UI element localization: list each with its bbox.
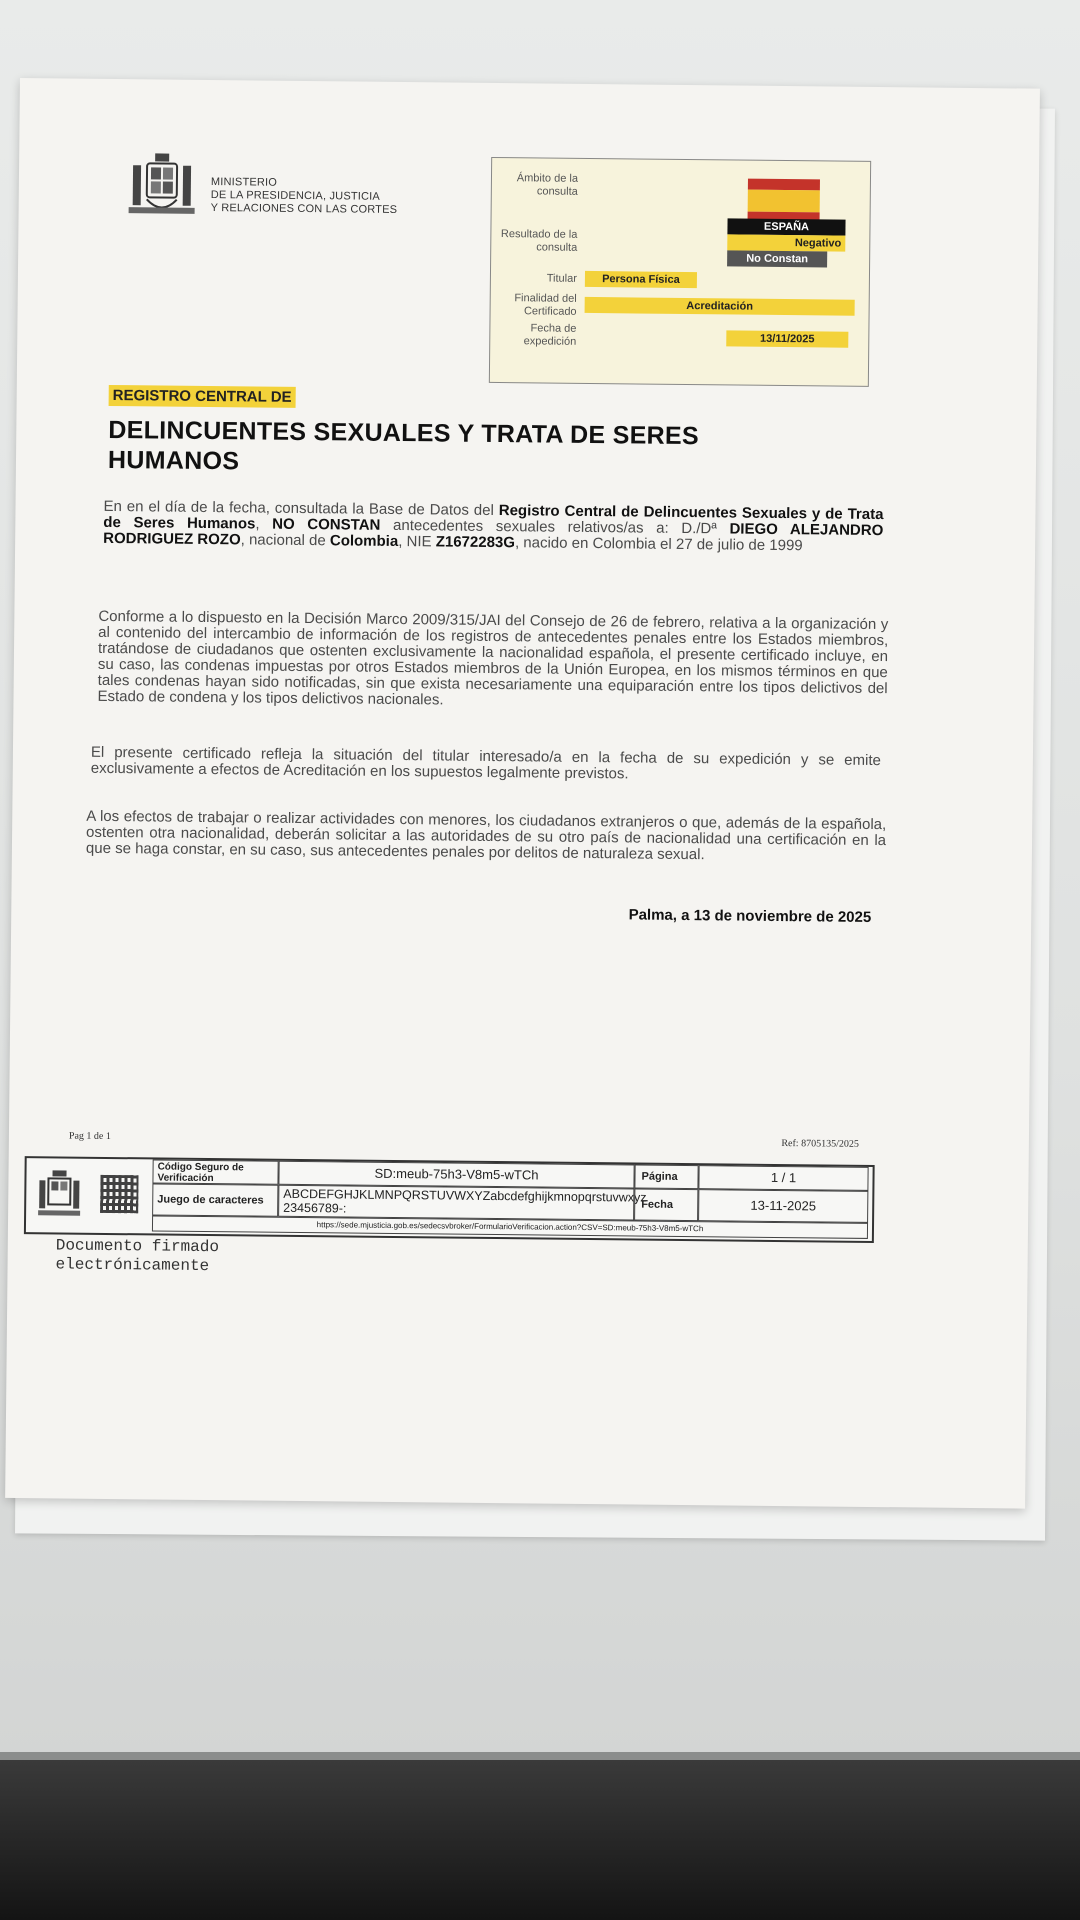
- foreigners-paragraph: A los efectos de trabajar o realizar actividades con menores, los ciudadanos extranjeros o que, además de la española, ostenten otra nacionalidad, deberán solicitar a las autoridades de su otro país de nacionalidad una certificación en la que se haga constar, en su caso, sus antecedentes penales por delitos de naturaleza sexual.: [85, 807, 887, 864]
- p1-text-c: ,: [255, 515, 273, 533]
- place-date: Palma, a 13 de noviembre de 2025: [628, 906, 872, 926]
- p1-text-g: , NIE: [398, 532, 436, 551]
- ministry-line-2: DE LA PRESIDENCIA, JUSTICIA: [210, 189, 381, 203]
- fecha-csv-value: 13-11-2025: [698, 1189, 868, 1223]
- document-title: DELINCUENTES SEXUALES Y TRATA DE SERES HUMANOS: [107, 415, 700, 476]
- titular-value: Persona Física: [585, 271, 697, 288]
- purpose-paragraph: El presente certificado refleja la situación del titular interesado/a en la fecha de su expedición y se emite exclusivamente a efectos de Acreditación en los supuestos legalmente previstos.: [90, 743, 881, 783]
- ambito-label: Ámbito de la consulta: [516, 172, 579, 198]
- qr-code-icon: [100, 1175, 138, 1213]
- coat-of-arms-small-icon: [36, 1168, 83, 1218]
- ministry-name: [211, 176, 398, 217]
- floor-shadow: [0, 1760, 1080, 1920]
- fecha-label: Fecha de expedición: [523, 322, 577, 348]
- certification-paragraph: [103, 499, 883, 555]
- p1-text-h: , nacido en Colombia el 27 de julio de 1999: [514, 534, 803, 555]
- page-number: Pag 1 de 1: [68, 1130, 111, 1143]
- signed-notice: [55, 1236, 219, 1276]
- juego-value: ABCDEFGHJKLMNPQRSTUVWXYZabcdefghijkmnopqrstuvwxyz 23456789-:: [278, 1185, 634, 1221]
- reference-number: Ref: 8705135/2025: [781, 1138, 859, 1150]
- csv-value: SD:meub-75h3-V8m5-wTCh: [278, 1161, 634, 1189]
- spain-flag-icon: [748, 179, 820, 224]
- certificate-summary-box: [489, 157, 871, 387]
- coat-of-arms-icon: [126, 151, 197, 224]
- registry-name: Registro Central de Delincuentes Sexuales y de Trata de Seres Humanos: [103, 502, 884, 533]
- p1-text-e: antecedentes sexuales relativos/as a: D./Dª: [380, 516, 730, 538]
- registry-label: REGISTRO CENTRAL DE: [109, 385, 296, 408]
- pagina-value: 1 / 1: [698, 1165, 868, 1191]
- resultado-label: Resultado de la consulta: [500, 228, 578, 254]
- juego-label: Juego de caracteres: [152, 1183, 278, 1216]
- finalidad-value: Acreditación: [585, 297, 855, 316]
- signed-line-1: Documento firmado: [55, 1236, 220, 1257]
- resultado-detail: No Constan: [727, 250, 827, 267]
- finalidad-label: Finalidad del Certificado: [514, 292, 577, 318]
- resultado-value: Negativo: [727, 234, 845, 251]
- fecha-csv-label: Fecha: [634, 1188, 698, 1221]
- verification-url[interactable]: https://sede.mjusticia.gob.es/sedecsvbroker/FormularioVerificacion.action?CSV=SD:meub-75h3-V8m5-wTCh: [152, 1215, 868, 1238]
- fecha-value: 13/11/2025: [726, 330, 848, 347]
- p1-text-a: En en el día de la fecha, consultada la Base de Datos del: [103, 497, 499, 520]
- person-name: DIEGO ALEJANDRO RODRIGUEZ ROZO: [103, 520, 884, 549]
- p1-text-f: , nacional de: [240, 531, 330, 550]
- ministry-line-1: MINISTERIO: [210, 176, 278, 189]
- signed-line-2: electrónicamente: [55, 1255, 210, 1276]
- ambito-value: ESPAÑA: [727, 218, 845, 235]
- ministry-line-3: Y RELACIONES CON LAS CORTES: [210, 202, 398, 216]
- csv-label: Código Seguro de Verificación: [152, 1159, 278, 1184]
- certificate-page: [5, 78, 1040, 1509]
- legal-basis-paragraph: Conforme a lo dispuesto en la Decisión Marco 2009/315/JAI del Consejo de 26 de febrero, relativa a la organización y al contenido del intercambio de información de los registros de antecedentes penales entre los Estados miembros, tratándose de ciudadanos que ostenten exclusivamente la nacionalidad española, el presente certificado incluye, en su caso, las condenas impuestas por otros Estados miembros de la Unión Europea, en los mismos términos en que tales condenas hayan sido notificadas, sin que exista necesariamente una equiparación entre los tipos delictivos del Estado de condena y los tipos delictivos nacionales.: [97, 607, 889, 709]
- pagina-label: Página: [634, 1164, 698, 1189]
- titular-label: Titular: [546, 272, 577, 285]
- nationality: Colombia: [329, 532, 399, 550]
- verification-table: [24, 1156, 875, 1243]
- nie-number: Z1672283G: [435, 533, 516, 552]
- no-constan-text: NO CONSTAN: [272, 515, 381, 534]
